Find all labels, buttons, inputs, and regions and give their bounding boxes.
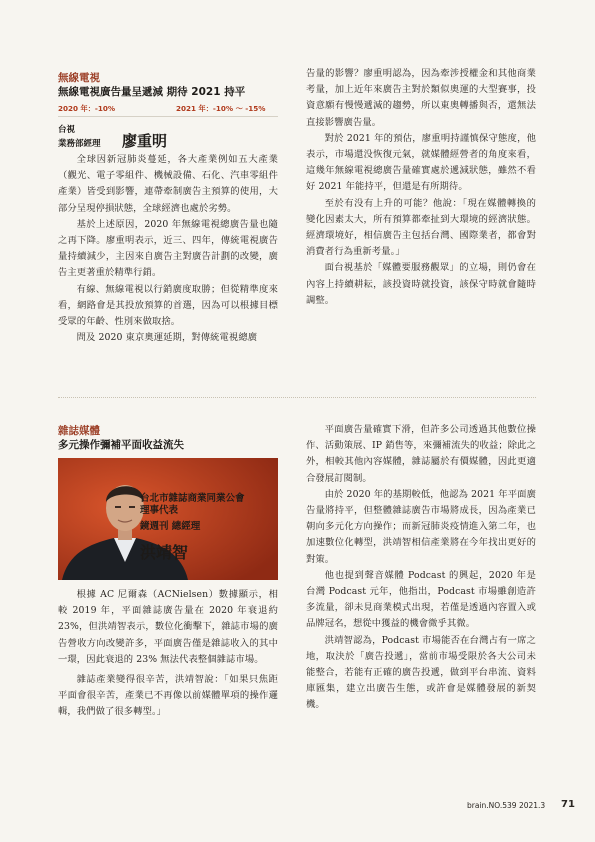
- section-label-tv: 無線電視: [58, 72, 100, 84]
- speaker-role: 業務部經理: [58, 139, 101, 149]
- figure-2020: 2020 年：-10%: [58, 104, 116, 113]
- column-tv-left: [58, 152, 278, 346]
- paragraph: 對於 2021 年的預估，廖重明持謹慎保守態度，他表示，市場還没恢復元氣，就媒體經營者的角度來看，這幾年無線電視總廣告量確實處於遞減狀態，雖然不看好 2021 年能持平，但還是有所期待。: [306, 132, 536, 193]
- paragraph: 由於 2020 年的基期較低，他認為 2021 年平面廣告量將持平，但整體雜誌廣告市場將成長，因為產業已朝向多元化方向操作；而新冠肺炎疫情進入第二年，也加速數位化轉型，洪靖智相信產業將在今年找出更好的對策。: [306, 488, 536, 565]
- column-magazine-left: [58, 587, 278, 721]
- section-title-magazine: 多元操作彌補平面收益流失: [58, 439, 184, 451]
- paragraph: 全球因新冠肺炎蔓延，各大產業例如五大產業（觀光、電子零組件、機械設備、石化、汽車零組件產業）皆受到影響，連帶牽制廣告主預算的使用，大部分呈現停損狀態，全球經濟也處於劣勢。: [58, 154, 278, 214]
- paragraph: 告量的影響？廖重明認為，因為牽涉授權金和其他商業考量，加上近年來廣告主對於類似奧運的大型賽事，投資意願有慢慢遞減的趨勢，所以東奧轉播與否，還無法直接影響廣告量。: [306, 68, 536, 128]
- speaker-org-line1: 台北市雜誌商業同業公會: [140, 493, 245, 504]
- figure-2021: 2021 年：-10% ～ -15%: [176, 104, 266, 113]
- page-number: 71: [561, 799, 575, 810]
- paragraph: 問及 2020 東京奧運延期，對傳統電視總廣: [76, 332, 258, 344]
- paragraph: 根據 AC 尼爾森（ACNielsen）數據顯示，相較 2019 年，平面雜誌廣告量在 2020 年衰退約 23%，但洪靖智表示，數位化衝擊下，雜誌市場的廣告營收方向改變許多，平面廣告僅是雜誌收入的其中一環，因此衰退的 23% 無法代表整個雜誌市場。: [58, 589, 278, 665]
- column-tv-right: [306, 66, 536, 309]
- issue-info: brain.NO.539 2021.3: [467, 801, 546, 810]
- speaker-org: 台視: [58, 125, 76, 135]
- speaker-role: 鏡週刊 總經理: [140, 521, 201, 532]
- paragraph: 他也提到聲音媒體 Podcast 的興起，2020 年是台灣 Podcast 元年，他指出，Podcast 市場雖創造許多流量，卻未見商業模式出現，若僅是透過內容置入或品牌冠名，想從中獲益的機會微乎其微。: [306, 569, 536, 630]
- paragraph: 平面廣告量確實下滑，但許多公司透過其他數位操作、活動策展、IP 銷售等，來彌補流失的收益；除此之外，相較其他內容媒體，雜誌屬於有價媒體，因此更適合發展訂閱制。: [306, 424, 536, 484]
- paragraph: 洪靖智認為，Podcast 市場能否在台灣占有一席之地，取決於「廣告投遞」，當前市場受限於各大公司未能整合，若能有正確的廣告投遞，做到平台串流、資料庫匯集，建立出廣告生態，或許會是媒體發展的新契機。: [306, 634, 536, 711]
- speaker-name: 洪靖智: [140, 543, 189, 562]
- paragraph: 至於有没有上升的可能？他說：「現在媒體轉換的變化因素太大，所有預算都牽扯到大環境的經濟狀態。經濟環境好，相信廣告主包括台灣、國際業者，都會對消費者行為重新考量。」: [306, 197, 536, 258]
- section-label-magazine: 雜誌媒體: [58, 425, 100, 437]
- divider: [58, 116, 278, 117]
- paragraph: 面台視基於「媒體要服務觀眾」的立場，則仍會在內容上持續耕耘，該投資時就投資，該保守時就會隨時調整。: [306, 262, 536, 306]
- section-title-tv: 無線電視廣告量呈遞減 期待 2021 持平: [58, 86, 246, 98]
- column-magazine-right: [306, 422, 536, 714]
- speaker-org-line2: 理事代表: [140, 505, 179, 516]
- paragraph: 基於上述原因，2020 年無線電視總廣告量也隨之再下降。廖重明表示，近三、四年，傳統電視廣告量持續減少，主因來自廣告主對廣告計劃的改變，廣告主更著重於精準行銷。: [58, 218, 278, 279]
- paragraph: 有線、無線電視以行銷廣度取勝；但從精準度來看，網路會是其投放預算的首選，因為可以根據目標受眾的年齡、性別來做取捨。: [58, 283, 278, 328]
- paragraph: 雜誌產業變得很辛苦，洪靖智說：「如果只焦距平面會很辛苦，產業已不再像以前媒體單項的操作邏輯，我們做了很多轉型。」: [58, 674, 278, 718]
- section-separator: [58, 397, 536, 398]
- speaker-name: 廖重明: [122, 132, 168, 150]
